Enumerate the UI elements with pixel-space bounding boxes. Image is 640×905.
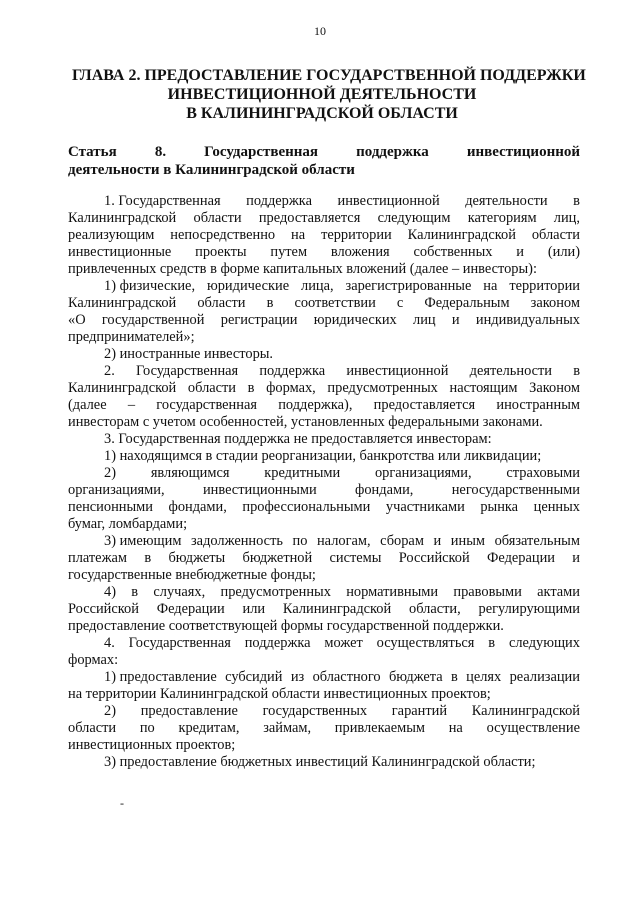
- text-line: [68, 584, 580, 601]
- text-word: 4.: [104, 635, 115, 651]
- text-word: 2): [104, 465, 116, 481]
- text-word: областного: [312, 669, 381, 685]
- text-line: [68, 465, 580, 482]
- text-word: (или): [547, 244, 580, 260]
- text-word: и: [572, 550, 580, 566]
- text-word: задолженность: [191, 533, 283, 549]
- text-word: профессиональными: [242, 499, 371, 515]
- text-word: кредитными: [264, 465, 341, 481]
- text-word: юридические: [206, 278, 290, 294]
- text-word: 2.: [104, 363, 115, 379]
- text-word: системы: [329, 550, 382, 566]
- text-word: области: [68, 720, 117, 736]
- text-word: или: [242, 601, 266, 617]
- text-word: гарантий: [391, 703, 448, 719]
- text-line: [68, 533, 580, 550]
- text-word: на: [448, 720, 463, 736]
- article-word: инвестиционной: [466, 144, 580, 160]
- text-line: инвесторам с учетом особенностей, установленных федеральными законами.: [68, 414, 543, 430]
- text-word: предоставление: [140, 703, 238, 719]
- text-word: поддержка: [259, 363, 326, 379]
- text-word: организациями,: [68, 482, 165, 498]
- stray-mark: -: [120, 796, 124, 810]
- text-word: Калининградской: [471, 703, 580, 719]
- text-word: может: [324, 635, 363, 651]
- text-word: поддержка: [246, 193, 312, 209]
- text-word: 2): [104, 703, 116, 719]
- text-line: [68, 363, 580, 380]
- text-word: Российской: [398, 550, 470, 566]
- text-line: государственные внебюджетные фонды;: [68, 567, 316, 583]
- text-word: –: [127, 397, 136, 413]
- text-line: инвестиционных проектов;: [68, 737, 236, 753]
- article-word: поддержка: [356, 144, 429, 160]
- text-word: инвестиционные: [68, 244, 172, 260]
- text-word: в: [488, 635, 496, 651]
- text-word: займам,: [263, 720, 312, 736]
- text-word: области: [197, 295, 246, 311]
- text-line: [68, 210, 580, 227]
- text-word: субсидий: [225, 669, 283, 685]
- text-line: [68, 635, 580, 652]
- text-word: регистрации: [220, 312, 298, 328]
- text-word: вложения: [330, 244, 390, 260]
- text-word: целях: [466, 669, 502, 685]
- text-word: поддержка),: [278, 397, 353, 413]
- text-line: предпринимателей»;: [68, 329, 195, 345]
- article-heading-line: [68, 143, 580, 161]
- page-number: 10: [314, 24, 326, 38]
- text-word: ценных: [533, 499, 580, 515]
- text-word: формах,: [266, 380, 316, 396]
- text-word: 1) предоставление: [104, 669, 217, 685]
- text-word: платежам: [68, 550, 128, 566]
- text-line: [68, 601, 580, 618]
- text-word: категориям: [467, 210, 537, 226]
- text-word: налогам,: [316, 533, 371, 549]
- text-word: Российской: [68, 601, 139, 617]
- text-word: Калининградской: [282, 601, 392, 617]
- text-word: предусмотренных: [327, 380, 438, 396]
- text-word: фондами,: [355, 482, 414, 498]
- text-word: инвестиционной: [337, 193, 440, 209]
- text-word: рынка: [480, 499, 519, 515]
- text-word: 4): [104, 584, 116, 600]
- text-word: лица,: [301, 278, 334, 294]
- text-word: правовыми: [453, 584, 522, 600]
- text-word: собственных: [413, 244, 493, 260]
- text-word: осуществление: [486, 720, 580, 736]
- text-line: [68, 227, 580, 244]
- text-word: Федеральным: [424, 295, 510, 311]
- text-word: и: [451, 312, 460, 328]
- text-line: [68, 669, 580, 686]
- text-line: 1) находящимся в стадии реорганизации, банкротства или ликвидации;: [104, 448, 542, 464]
- document-body: [68, 193, 580, 771]
- text-line: [68, 295, 580, 312]
- text-word: в: [131, 584, 139, 600]
- text-line: [68, 703, 580, 720]
- text-word: путем: [270, 244, 308, 260]
- text-word: области,: [409, 601, 461, 617]
- text-line: 2) иностранные инвесторы.: [104, 346, 274, 362]
- article-word: Государственная: [204, 144, 319, 160]
- text-word: Калининградской: [407, 227, 516, 243]
- text-word: Федерации: [156, 601, 225, 617]
- text-word: зарегистрированные: [345, 278, 472, 294]
- text-word: лиц: [413, 312, 436, 328]
- text-word: кредитам,: [178, 720, 240, 736]
- text-word: страховыми: [506, 465, 580, 481]
- text-word: области: [193, 210, 242, 226]
- text-line: [68, 244, 580, 261]
- text-line: [68, 380, 580, 397]
- chapter-title-line: В КАЛИНИНГРАДСКОЙ ОБЛАСТИ: [186, 105, 458, 122]
- text-word: фондами,: [168, 499, 227, 515]
- text-word: (далее: [68, 397, 107, 413]
- text-word: актами: [537, 584, 580, 600]
- chapter-title: [72, 66, 586, 123]
- text-word: государственной: [101, 312, 205, 328]
- text-word: 1. Государственная: [104, 193, 221, 209]
- text-word: территории: [509, 278, 580, 294]
- text-word: предусмотренных: [220, 584, 331, 600]
- text-word: юридических: [313, 312, 397, 328]
- text-word: нормативными: [346, 584, 439, 600]
- article-heading-line: деятельности в Калининградской области: [68, 162, 355, 178]
- text-word: соответствии: [294, 295, 376, 311]
- text-line: [68, 397, 580, 414]
- text-line: формах:: [68, 652, 119, 668]
- text-word: проекты: [195, 244, 247, 260]
- text-word: и: [516, 244, 524, 260]
- text-line: бумаг, ломбардами;: [68, 516, 188, 532]
- text-word: государственных: [262, 703, 368, 719]
- text-line: [68, 312, 580, 329]
- text-word: 3) имеющим: [104, 533, 182, 549]
- text-word: и: [433, 533, 442, 549]
- text-word: в: [266, 295, 274, 311]
- text-word: регулирующими: [478, 601, 580, 617]
- text-line: предоставление соответствующей формы государственной поддержки.: [68, 618, 504, 634]
- text-word: в: [144, 550, 152, 566]
- text-word: сборам: [380, 533, 424, 549]
- text-word: в: [573, 193, 580, 209]
- text-word: инвестиционными: [202, 482, 317, 498]
- text-line: [68, 720, 580, 737]
- text-word: территории: [321, 227, 392, 243]
- text-word: лиц,: [553, 210, 580, 226]
- text-word: организациями,: [374, 465, 472, 481]
- text-word: с: [396, 295, 404, 311]
- text-word: области: [187, 380, 237, 396]
- text-word: по: [139, 720, 155, 736]
- text-word: предоставляется: [373, 397, 476, 413]
- text-line: 3. Государственная поддержка не предоставляется инвесторам:: [104, 431, 492, 447]
- text-line: [68, 278, 580, 295]
- text-word: Законом: [529, 380, 580, 396]
- text-word: 1) физические,: [104, 278, 196, 294]
- text-word: бюджета: [388, 669, 443, 685]
- text-word: являющимся: [150, 465, 230, 481]
- text-word: осуществляться: [376, 635, 475, 651]
- text-word: в: [247, 380, 255, 396]
- text-word: индивидуальных: [475, 312, 580, 328]
- text-word: на: [483, 278, 498, 294]
- text-word: Калининградской: [68, 295, 177, 311]
- chapter-title-line: ГЛАВА 2. ПРЕДОСТАВЛЕНИЕ ГОСУДАРСТВЕННОЙ ПОДДЕРЖКИ: [72, 67, 586, 84]
- text-line: [68, 193, 580, 210]
- text-word: в: [573, 363, 580, 379]
- text-line: [68, 482, 580, 499]
- text-word: деятельности: [465, 193, 548, 209]
- text-word: настоящим: [449, 380, 518, 396]
- text-line: 3) предоставление бюджетных инвестиций Калининградской области;: [104, 754, 536, 770]
- text-word: законом: [530, 295, 580, 311]
- text-word: деятельности: [469, 363, 553, 379]
- article-word: Статья: [68, 144, 117, 160]
- text-word: непосредственно: [170, 227, 276, 243]
- text-word: негосударственными: [451, 482, 580, 498]
- text-word: бюджеты: [168, 550, 226, 566]
- text-word: Калининградской: [68, 210, 177, 226]
- article-heading: [68, 143, 580, 179]
- text-word: поддержка: [244, 635, 311, 651]
- text-word: Государственная: [128, 635, 231, 651]
- text-word: следующих: [508, 635, 580, 651]
- text-word: в: [451, 669, 458, 685]
- text-line: привлеченных средств в форме капитальных вложений (далее – инвесторы):: [68, 261, 537, 277]
- text-word: государственная: [156, 397, 257, 413]
- text-word: иным: [450, 533, 485, 549]
- text-word: Государственная: [135, 363, 239, 379]
- text-word: по: [292, 533, 308, 549]
- text-word: из: [290, 669, 305, 685]
- text-word: области: [531, 227, 580, 243]
- text-word: привлекаемым: [334, 720, 425, 736]
- text-word: Калининградской: [68, 380, 177, 396]
- text-line: [68, 499, 580, 516]
- text-word: реализации: [509, 669, 580, 685]
- article-word: 8.: [154, 144, 167, 160]
- text-word: инвестиционной: [346, 363, 449, 379]
- text-word: участниками: [385, 499, 465, 515]
- text-word: обязательным: [494, 533, 580, 549]
- text-line: [68, 550, 580, 567]
- text-word: следующим: [377, 210, 451, 226]
- text-word: Федерации: [487, 550, 555, 566]
- text-word: пенсионными: [68, 499, 153, 515]
- text-word: предоставляется: [258, 210, 361, 226]
- text-word: «О: [68, 312, 86, 328]
- text-word: бюджетной: [242, 550, 313, 566]
- text-word: реализующим: [68, 227, 155, 243]
- text-line: на территории Калининградской области инвестиционных проектов;: [68, 686, 491, 702]
- chapter-title-line: ИНВЕСТИЦИОННОЙ ДЕЯТЕЛЬНОСТИ: [167, 86, 477, 103]
- text-word: на: [291, 227, 306, 243]
- text-word: иностранным: [496, 397, 580, 413]
- text-word: случаях,: [153, 584, 206, 600]
